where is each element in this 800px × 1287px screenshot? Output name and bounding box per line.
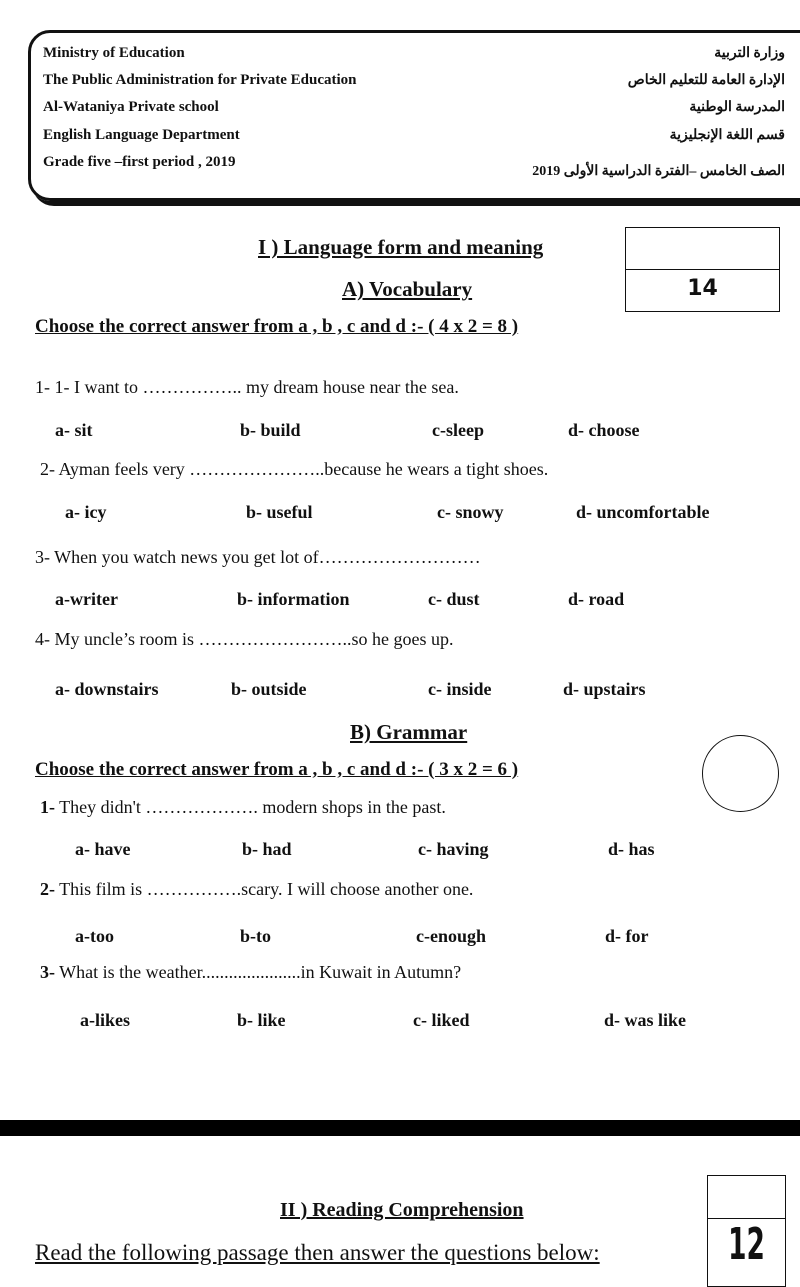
score-value: 14 [687, 276, 718, 301]
option: c- snowy [437, 502, 504, 522]
header-administration-ar: الإدارة العامة للتعليم الخاص [627, 73, 785, 88]
option: d- road [568, 589, 625, 609]
header-ministry-ar: وزارة التربية [714, 46, 785, 61]
option: b-to [240, 926, 271, 946]
header-school: Al-Wataniya Private school [43, 99, 219, 115]
header-school-ar: المدرسة الوطنية [689, 100, 785, 115]
option: d- was like [604, 1010, 687, 1030]
question-number: 2- [40, 879, 55, 899]
page-divider [0, 1120, 800, 1136]
question-body: They didn't ………………. modern shops in the past. [55, 797, 446, 817]
option: a-too [75, 926, 114, 946]
option: c- liked [413, 1010, 470, 1030]
option: c-enough [416, 926, 487, 946]
question-text: 1- 1- I want to …………….. my dream house near the sea. [35, 377, 459, 397]
option: c- dust [428, 589, 480, 609]
option: c- having [418, 839, 489, 859]
question-text [40, 879, 473, 900]
score-box [625, 227, 780, 312]
option: a- icy [65, 502, 107, 522]
option: b- build [240, 420, 301, 440]
header-ministry: Ministry of Education [43, 45, 185, 61]
option: b- like [237, 1010, 286, 1030]
question-number: 3- [40, 962, 55, 982]
vocabulary-title: A) Vocabulary [342, 277, 473, 301]
reading-instruction: Read the following passage then answer the questions below: [35, 1240, 600, 1265]
option: a- downstairs [55, 679, 159, 699]
question-text: 4- My uncle’s room is ……………………..so he goes up. [35, 629, 454, 649]
header-grade-ar: الصف الخامس –الفترة الدراسية الأولى 2019 [532, 164, 785, 179]
option: a- have [75, 839, 131, 859]
option: b- outside [231, 679, 307, 699]
question-text [40, 962, 461, 983]
option: c- inside [428, 679, 492, 699]
grammar-title: B) Grammar [350, 720, 468, 744]
vocab-instruction: Choose the correct answer from a , b , c and d :- ( 4 x 2 = 8 ) [35, 316, 519, 337]
section-title: I ) Language form and meaning [258, 235, 544, 259]
score-circle [702, 735, 779, 812]
header-administration: The Public Administration for Private Education [43, 72, 357, 88]
question-text: 3- When you watch news you get lot of……………………… [35, 547, 481, 567]
option: b- information [237, 589, 350, 609]
reading-title: II ) Reading Comprehension [280, 1199, 524, 1221]
option: a-writer [55, 589, 118, 609]
question-body: This film is …………….scary. I will choose another one. [55, 879, 474, 899]
option: d- has [608, 839, 655, 859]
option: b- had [242, 839, 292, 859]
option: a-likes [80, 1010, 131, 1030]
reading-score-value: 12 [728, 1219, 765, 1270]
option: d- for [605, 926, 649, 946]
question-body: What is the weather......................in Kuwait in Autumn? [55, 962, 462, 982]
question-text: 2- Ayman feels very …………………..because he wears a tight shoes. [40, 459, 549, 479]
option: d- uncomfortable [576, 502, 710, 522]
question-number: 1- [40, 797, 55, 817]
option: a- sit [55, 420, 93, 440]
option: d- choose [568, 420, 640, 440]
header-grade: Grade five –first period , 2019 [43, 154, 236, 170]
option: c-sleep [432, 420, 484, 440]
reading-score-box [707, 1175, 786, 1287]
grammar-instruction: Choose the correct answer from a , b , c and d :- ( 3 x 2 = 6 ) [35, 759, 519, 780]
option: d- upstairs [563, 679, 646, 699]
question-text [40, 797, 446, 818]
option: b- useful [246, 502, 313, 522]
header-department-ar: قسم اللغة الإنجليزية [669, 128, 785, 143]
header-department: English Language Department [43, 127, 240, 143]
